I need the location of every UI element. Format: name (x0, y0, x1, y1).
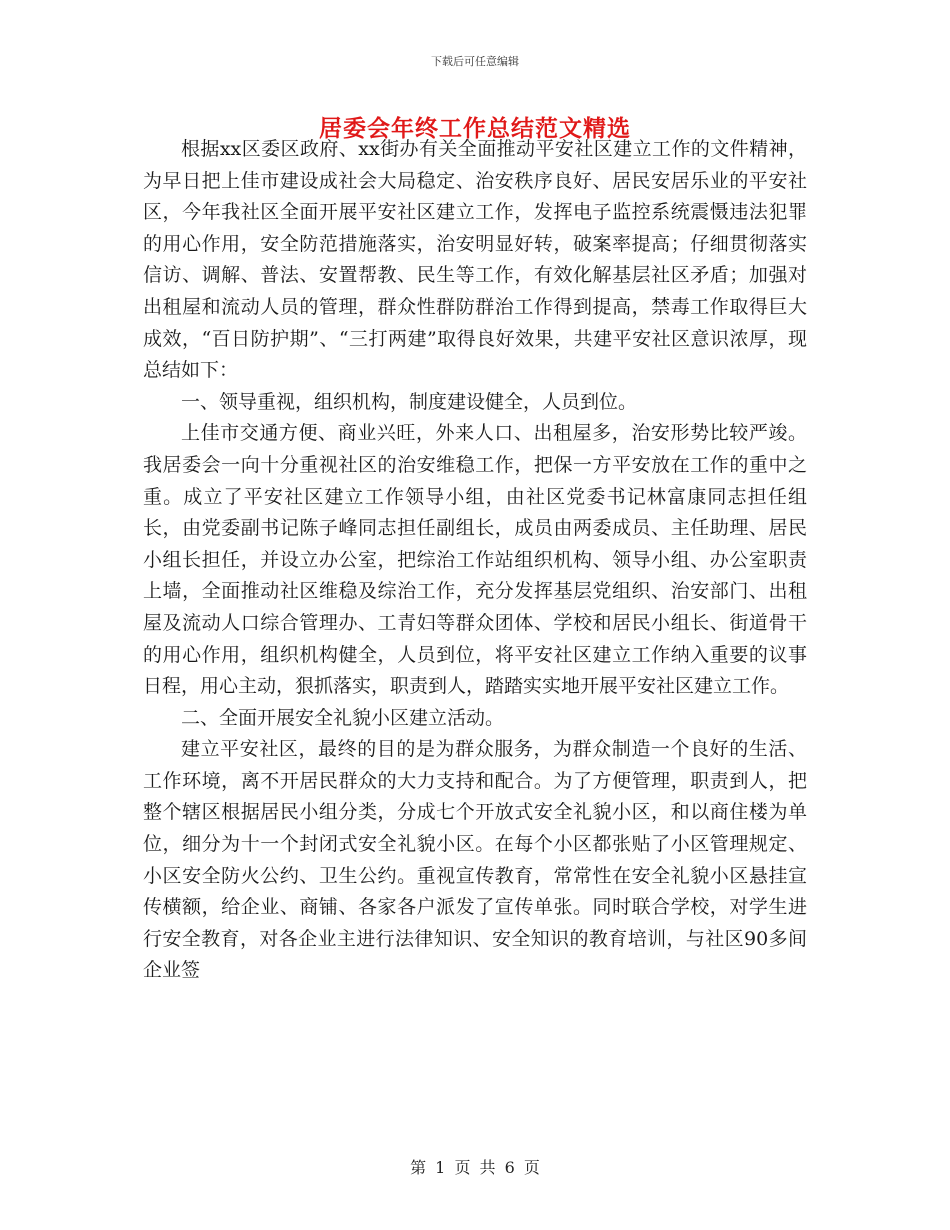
body-paragraph: 上佳市交通方便、商业兴旺，外来人口、出租屋多，治安形势比较严竣。我居委会一向十分重视社区的治安维稳工作，把保一方平安放在工作的重中之重。成立了平安社区建立工作领导小组，由社区党委书记林富康同志担任组长，由党委副书记陈子峰同志担任副组长，成员由两委成员、主任助理、居民小组长担任，并设立办公室，把综治工作站组织机构、领导小组、办公室职责上墙，全面推动社区维稳及综治工作，充分发挥基层党组织、治安部门、出租屋及流动人口综合管理办、工青妇等群众团体、学校和居民小组长、街道骨干的用心作用，组织机构健全，人员到位，将平安社区建立工作纳入重要的议事日程，用心主动，狠抓落实，职责到人，踏踏实实地开展平安社区建立工作。 (143, 422, 807, 698)
section-heading: 二、全面开展安全礼貌小区建立活动。 (181, 706, 505, 729)
header-note: 下载后可任意编辑 (431, 55, 519, 68)
page-number: 第 1 页 共 6 页 (410, 1158, 540, 1177)
body-paragraph: 根据xx区委区政府、xx街办有关全面推动平安社区建立工作的文件精神，为早日把上佳市建设成社会大局稳定、治安秩序良好、居民安居乐业的平安社区，今年我社区全面开展平安社区建立工作，发挥电子监控系统震慑违法犯罪的用心作用，安全防范措施落实，治安明显好转，破案率提高；仔细贯彻落实信访、调解、普法、安置帮教、民生等工作，有效化解基层社区矛盾；加强对出租屋和流动人员的管理，群众性群防群治工作得到提高，禁毒工作取得巨大成效，“百日防护期”、“三打两建”取得良好效果，共建平安社区意识浓厚，现总结如下： (143, 138, 807, 382)
document-body (143, 134, 807, 987)
section-heading: 一、领导重视，组织机构，制度建设健全，人员到位。 (181, 390, 638, 413)
body-paragraph: 建立平安社区，最终的目的是为群众服务，为群众制造一个良好的生活、工作环境，离不开居民群众的大力支持和配合。为了方便管理，职责到人，把整个辖区根据居民小组分类，分成七个开放式安全礼貌小区，和以商住楼为单位，细分为十一个封闭式安全礼貌小区。在每个小区都张贴了小区管理规定、小区安全防火公约、卫生公约。重视宣传教育，常常性在安全礼貌小区悬挂宣传横额，给企业、商铺、各家各户派发了宣传单张。同时联合学校，对学生进行安全教育，对各企业主进行法律知识、安全知识的教育培训，与社区90多间企业签 (143, 738, 807, 982)
document-title: 居委会年终工作总结范文精选 (319, 116, 631, 142)
